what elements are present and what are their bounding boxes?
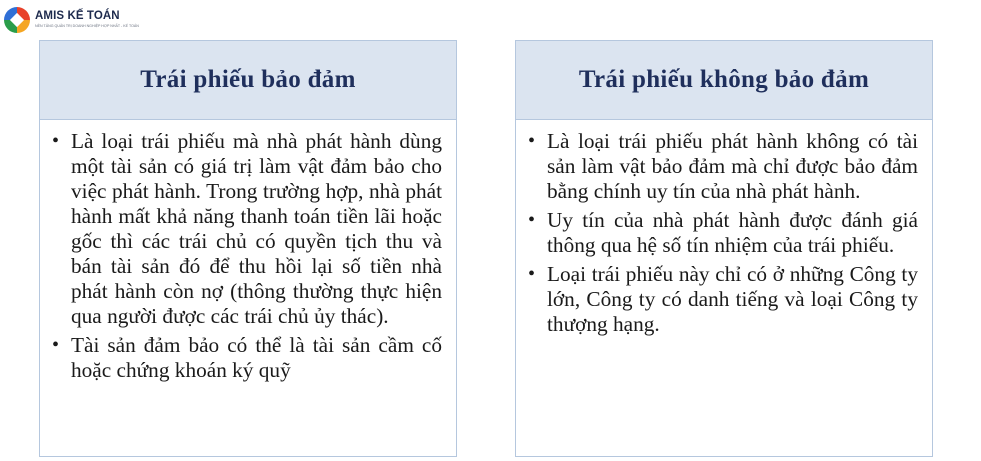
- logo-text: [35, 11, 139, 28]
- secured-bond-title: Trái phiếu bảo đảm: [140, 66, 356, 93]
- secured-bond-header: [40, 41, 456, 120]
- amis-logo: [4, 6, 139, 34]
- amis-logo-icon: [4, 7, 30, 33]
- unsecured-bond-list: [516, 120, 932, 337]
- unsecured-bond-panel: [515, 40, 933, 457]
- unsecured-bond-item: • Là loại trái phiếu phát hành không có tài sản làm vật bảo đảm mà chỉ được bảo đảm bằng chính uy tín của nhà phát hành.: [528, 129, 918, 204]
- unsecured-bond-title: Trái phiếu không bảo đảm: [578, 66, 870, 93]
- logo-name: AMIS KẾ TOÁN: [35, 10, 120, 23]
- secured-bond-list: [40, 120, 456, 383]
- secured-bond-item: • Là loại trái phiếu mà nhà phát hành dùng một tài sản có giá trị làm vật đảm bảo cho việc phát hành. Trong trường hợp, nhà phát hành mất khả năng thanh toán tiền lãi hoặc gốc thì các trái chủ có quyền tịch thu và bán tài sản đó để thu hồi lại số tiền nhà phát hành còn nợ (thông thường thực hiện qua người được các trái chủ ủy thác).: [52, 129, 442, 329]
- unsecured-bond-header: [516, 41, 932, 120]
- secured-bond-item: • Tài sản đảm bảo có thể là tài sản cầm cố hoặc chứng khoán ký quỹ: [52, 333, 442, 383]
- secured-bond-panel: [39, 40, 457, 457]
- unsecured-bond-item: • Loại trái phiếu này chỉ có ở những Công ty lớn, Công ty có danh tiếng và loại Công ty thượng hạng.: [528, 262, 918, 337]
- logo-tagline: NỀN TẢNG QUẢN TRỊ DOANH NGHIỆP HỢP NHẤT - KẾ TOÁN: [35, 23, 139, 28]
- unsecured-bond-item: • Uy tín của nhà phát hành được đánh giá thông qua hệ số tín nhiệm của trái phiếu.: [528, 208, 918, 258]
